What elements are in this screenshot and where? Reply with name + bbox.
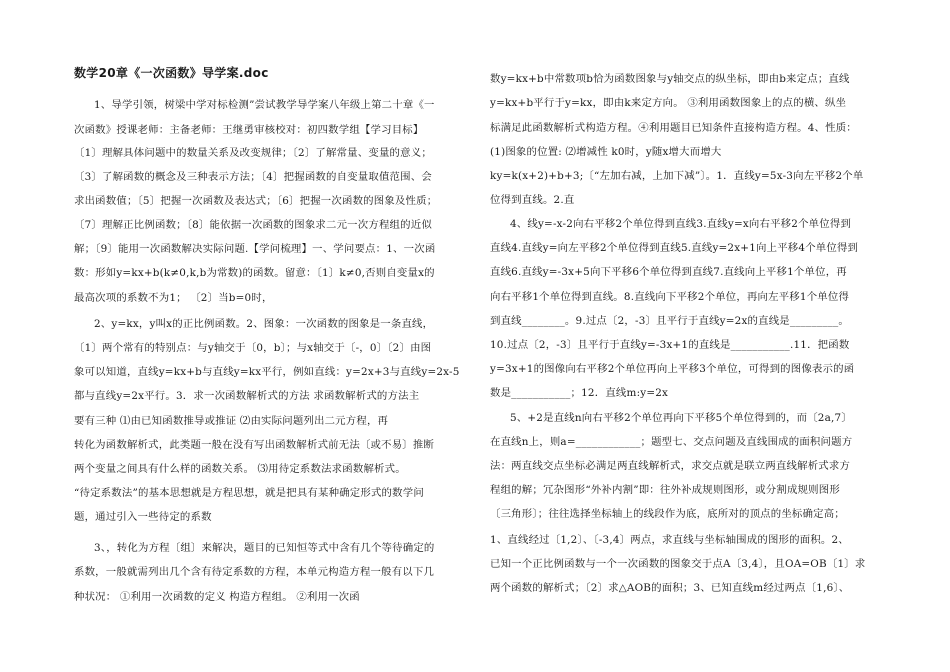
text-line: 次函数》授课老师：主备老师：王继勇审核校对：初四数学组【学习目标】	[74, 124, 424, 136]
text-line: 求出函数值；〔5〕把握一次函数及表达式；〔6〕把握一次函数的图象及性质；	[74, 195, 438, 207]
text-line: 解；〔9〕能用一次函数解决实际问题.【学问梳理】一、学问要点：1、一次函	[74, 243, 436, 255]
document-title: 数学20章《一次函数》导学案.doc	[74, 66, 269, 80]
text-line: 到直线________。9.过点〔2，-3〕且平行于直线y=2x的直线是_________。	[490, 315, 850, 327]
text-line: 5、+2是直线n向右平移2个单位再向下平移5个单位得到的，而〔2a,7〕	[510, 412, 852, 424]
text-line: 位得到直线。2.直	[490, 194, 575, 206]
text-line: (1)图象的位置: ⑵增减性 k0时，y随x增大而增大	[490, 146, 722, 158]
text-line: 〔3〕了解函数的概念及三种表示方法；〔4〕把握函数的自变量取值范围、会	[74, 171, 432, 183]
text-line: ky=k(x+2)+b+3;〔“左加右减，上加下减”〕。1．直线y=5x-3向左平移2个单	[490, 170, 864, 182]
text-line: 象可以知道，直线y=kx+b与直线y=kx平行，例如直线：y=2x+3与直线y=2x-5	[74, 366, 460, 378]
text-line: 两个函数的解析式；〔2〕求△AOB的面积；3、已知直线m经过两点〔1,6〕、	[490, 582, 850, 594]
text-line: 1、直线经过〔1,2〕、〔-3,4〕两点，求直线与坐标轴围成的图形的面积。2、	[490, 534, 849, 546]
text-line: 已知一个正比例函数与一个一次函数的图象交于点A〔3,4〕，且OA=OB〔1〕求	[490, 558, 866, 570]
text-line: 最高次项的系数不为1； 〔2〕当b=0时，	[74, 292, 273, 304]
text-line: 两个变量之间具有什么样的函数关系。 ⑶用待定系数法求函数解析式。	[74, 463, 406, 475]
text-line: y=kx+b平行于y=kx，即由k来定方向。 ③利用函数图象上的点的横、纵坐	[490, 97, 847, 109]
text-line: 10.过点〔2，-3〕且平行于直线y=-3x+1的直线是___________.11．把函数	[490, 339, 850, 351]
text-line: 〔1〕两个常有的特别点：与y轴交于〔0，b〕；与x轴交于〔-，0〕〔2〕由图	[74, 342, 432, 354]
text-line: 4、线y=-x-2向右平移2个单位得到直线3.直线y=x向右平移2个单位得到	[510, 218, 852, 230]
text-line: 〔三角形〕；往往选择坐标轴上的线段作为底，底所对的顶点的坐标确定高；	[490, 508, 845, 520]
text-line: 〔1〕理解具体问题中的数量关系及改变规律；〔2〕了解常量、变量的意义；	[74, 147, 432, 159]
text-line: 标满足此函数解析式构造方程。④利用题目已知条件直接构造方程。4、性质：	[490, 122, 857, 134]
text-line: 直线4.直线y=向左平移2个单位得到直线5.直线y=2x+1向上平移4个单位得到	[490, 242, 859, 254]
text-line: 在直线n上，则a=____________；题型七、交点问题及直线围成的面积问题方	[490, 436, 853, 448]
text-line: 要有三种 ⑴由已知函数推导或推证 ⑵由实际问题列出二元方程，再	[74, 415, 389, 427]
text-line: 数是___________；12．直线m:y=2x	[490, 387, 669, 399]
text-line: 〔7〕理解正比例函数；〔8〕能依据一次函数的图象求二元一次方程组的近似	[74, 219, 432, 231]
text-line: 法：两直线交点坐标必满足两直线解析式，求交点就是联立两直线解析式求方	[490, 460, 851, 472]
text-line: 都与直线y=2x平行。3．求一次函数解析式的方法 求函数解析式的方法主	[74, 390, 420, 402]
text-line: y=3x+1的图像向右平移2个单位再向上平移3个单位，可得到的图像表示的函	[490, 363, 855, 375]
text-line: 向右平移1个单位得到直线。8.直线向下平移2个单位，再向左平移1个单位得	[490, 291, 850, 303]
text-line: 程组的解；冗杂图形“外补内割”即：往外补成规则图形，或分割成规则图形	[490, 484, 840, 496]
text-line: “待定系数法”的基本思想就是方程思想，就是把具有某种确定形式的数学问	[74, 487, 424, 499]
text-line: 1、导学引领，树梁中学对标检测”尝试教学导学案八年级上第二十章《一	[94, 99, 435, 111]
text-line: 数：形如y=kx+b(k≠0,k,b为常数)的函数。留意：〔1〕k≠0,否则自变量x的	[74, 267, 435, 279]
text-line: 系数，一般就需列出几个含有待定系数的方程，本单元构造方程一般有以下几	[74, 566, 435, 578]
text-line: 转化为函数解析式，此类题一般在没有写出函数解析式前无法〔或不易〕推断	[74, 439, 435, 451]
text-line: 数y=kx+b中常数项b恰为函数图象与y轴交点的纵坐标，即由b来定点；直线	[490, 73, 850, 85]
text-line: 题，通过引入一些待定的系数	[74, 511, 212, 523]
text-line: 2、y=kx，y叫x的正比例函数。2、图象：一次函数的图象是一条直线，	[94, 318, 434, 330]
text-line: 种状况： ①利用一次函数的定义 构造方程组。 ②利用一次函	[74, 591, 360, 603]
text-line: 直线6.直线y=-3x+5向下平移6个单位得到直线7.直线向上平移1个单位，再	[490, 266, 847, 278]
text-line: 3、，转化为方程〔组〕来解决，题目的已知恒等式中含有几个等待确定的	[94, 542, 435, 554]
